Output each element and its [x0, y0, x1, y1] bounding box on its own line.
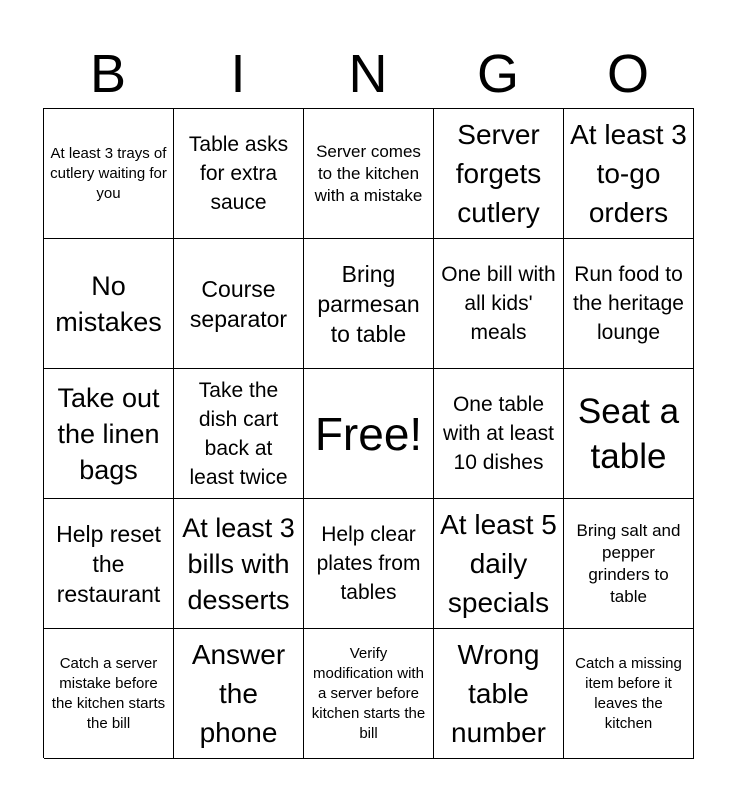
cell-text: Help reset the restaurant: [56, 520, 161, 607]
bingo-cell-4-1[interactable]: [44, 499, 174, 629]
bingo-cell-3-1[interactable]: [44, 369, 174, 499]
cell-text: At least 5 daily specials: [440, 509, 557, 618]
bingo-cell-5-5[interactable]: [564, 629, 694, 759]
cell-text: Course separator: [189, 275, 288, 332]
cell-text: Help clear plates from tables: [316, 523, 421, 604]
bingo-cell-free[interactable]: [304, 369, 434, 499]
cell-text: One table with at least 10 dishes: [443, 393, 554, 474]
cell-text: Server comes to the kitchen with a mistake: [314, 141, 423, 205]
bingo-cell-1-2[interactable]: [174, 109, 304, 239]
bingo-cell-2-5[interactable]: [564, 239, 694, 369]
bingo-cell-1-1[interactable]: [44, 109, 174, 239]
bingo-cell-1-3[interactable]: [304, 109, 434, 239]
bingo-cell-2-1[interactable]: [44, 239, 174, 369]
cell-text: Verify modification with a server before kitchen starts the bill: [311, 644, 426, 742]
bingo-cell-4-3[interactable]: [304, 499, 434, 629]
cell-text: No mistakes: [55, 270, 162, 337]
bingo-cell-4-2[interactable]: [174, 499, 304, 629]
bingo-cell-5-4[interactable]: [434, 629, 564, 759]
cell-text: Wrong table number: [451, 639, 546, 748]
bingo-grid: [43, 108, 694, 758]
bingo-cell-2-2[interactable]: [174, 239, 304, 369]
bingo-cell-5-3[interactable]: [304, 629, 434, 759]
cell-text: At least 3 to-go orders: [570, 119, 687, 228]
cell-text: Bring parmesan to table: [317, 260, 420, 347]
header-letter-o: O: [606, 44, 649, 104]
cell-text: Server forgets cutlery: [455, 119, 542, 228]
header-letter-n: N: [348, 44, 388, 104]
bingo-cell-5-1[interactable]: [44, 629, 174, 759]
header-letter-b: B: [89, 44, 127, 104]
bingo-cell-4-5[interactable]: [564, 499, 694, 629]
bingo-cell-3-4[interactable]: [434, 369, 564, 499]
cell-text: Seat a table: [577, 391, 680, 476]
header-letter-i: I: [230, 44, 246, 104]
bingo-cell-2-3[interactable]: [304, 239, 434, 369]
bingo-cell-1-4[interactable]: [434, 109, 564, 239]
cell-text: Answer the phone: [191, 639, 286, 748]
bingo-cell-1-5[interactable]: [564, 109, 694, 239]
bingo-cell-3-2[interactable]: [174, 369, 304, 499]
cell-text: At least 3 trays of cutlery waiting for you: [50, 144, 167, 202]
cell-text: One bill with all kids' meals: [441, 263, 556, 344]
cell-text: Run food to the heritage lounge: [573, 263, 684, 344]
cell-text: Take the dish cart back at least twice: [189, 378, 288, 489]
bingo-cell-3-5[interactable]: [564, 369, 694, 499]
cell-text: Catch a missing item before it leaves the kitchen: [575, 654, 682, 732]
bingo-cell-2-4[interactable]: [434, 239, 564, 369]
cell-text: Table asks for extra sauce: [188, 133, 289, 214]
cell-text: Catch a server mistake before the kitchen starts the bill: [51, 654, 166, 732]
bingo-cell-4-4[interactable]: [434, 499, 564, 629]
header-letter-g: G: [476, 44, 519, 104]
cell-text: Free!: [314, 407, 423, 460]
cell-text: At least 3 bills with desserts: [182, 512, 295, 615]
cell-text: Bring salt and pepper grinders to table: [576, 520, 681, 606]
cell-text: Take out the linen bags: [57, 382, 160, 485]
bingo-cell-5-2[interactable]: [174, 629, 304, 759]
bingo-header: [43, 40, 693, 108]
